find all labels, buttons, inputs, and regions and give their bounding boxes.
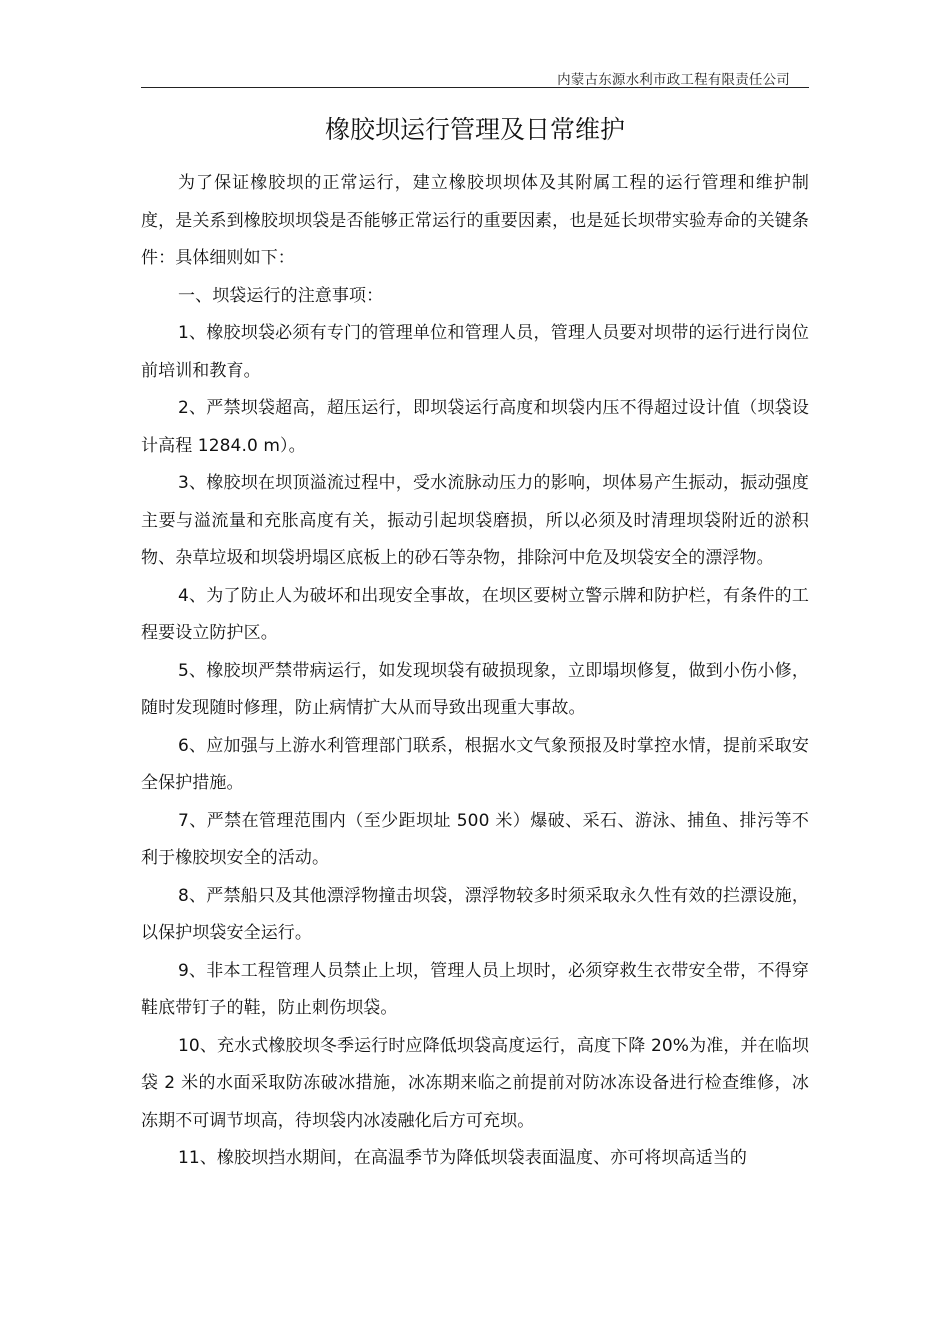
item-6: 6、应加强与上游水利管理部门联系，根据水文气象预报及时掌控水情，提前采取安全保护措施。 bbox=[141, 735, 809, 793]
item-5: 5、橡胶坝严禁带病运行，如发现坝袋有破损现象，立即塌坝修复，做到小伤小修，随时发现随时修理，防止病情扩大从而导致出现重大事故。 bbox=[141, 660, 809, 718]
item-7: 7、严禁在管理范围内（至少距坝址 500 米）爆破、采石、游泳、捕鱼、排污等不利于橡胶坝安全的活动。 bbox=[141, 810, 809, 868]
document-body bbox=[141, 165, 809, 1178]
item-3: 3、橡胶坝在坝顶溢流过程中，受水流脉动压力的影响，坝体易产生振动，振动强度主要与溢流量和充胀高度有关，振动引起坝袋磨损，所以必须及时清理坝袋附近的淤积物、杂草垃圾和坝袋坍塌区底板上的砂石等杂物，排除河中危及坝袋安全的漂浮物。 bbox=[141, 473, 809, 568]
header-company-name: 内蒙古东源水利市政工程有限责任公司 bbox=[557, 72, 790, 88]
intro-paragraph: 为了保证橡胶坝的正常运行，建立橡胶坝坝体及其附属工程的运行管理和维护制度，是关系到橡胶坝坝袋是否能够正常运行的重要因素，也是延长坝带实验寿命的关键条件：具体细则如下： bbox=[141, 173, 809, 268]
item-10: 10、充水式橡胶坝冬季运行时应降低坝袋高度运行，高度下降 20%为准，并在临坝袋 2 米的水面采取防冻破冰措施，冰冻期来临之前提前对防冰冻设备进行检查维修，冰冻期不可调节坝高，待坝袋内冰凌融化后方可充坝。 bbox=[141, 1035, 809, 1131]
section-heading: 一、坝袋运行的注意事项： bbox=[178, 285, 384, 306]
item-11: 11、橡胶坝挡水期间，在高温季节为降低坝袋表面温度、亦可将坝高适当的 bbox=[178, 1148, 748, 1168]
item-8: 8、严禁船只及其他漂浮物撞击坝袋，漂浮物较多时须采取永久性有效的拦漂设施，以保护坝袋安全运行。 bbox=[141, 885, 809, 943]
item-9: 9、非本工程管理人员禁止上坝，管理人员上坝时，必须穿救生衣带安全带，不得穿鞋底带钉子的鞋，防止刺伤坝袋。 bbox=[141, 960, 809, 1018]
item-2: 2、严禁坝袋超高，超压运行，即坝袋运行高度和坝袋内压不得超过设计值（坝袋设计高程 1284.0 m）。 bbox=[141, 398, 809, 456]
item-4: 4、为了防止人为破坏和出现安全事故，在坝区要树立警示牌和防护栏，有条件的工程要设立防护区。 bbox=[141, 585, 809, 643]
header-divider bbox=[141, 87, 809, 88]
document-title: 橡胶坝运行管理及日常维护 bbox=[324, 115, 625, 144]
item-1: 1、橡胶坝袋必须有专门的管理单位和管理人员，管理人员要对坝带的运行进行岗位前培训和教育。 bbox=[141, 323, 809, 381]
